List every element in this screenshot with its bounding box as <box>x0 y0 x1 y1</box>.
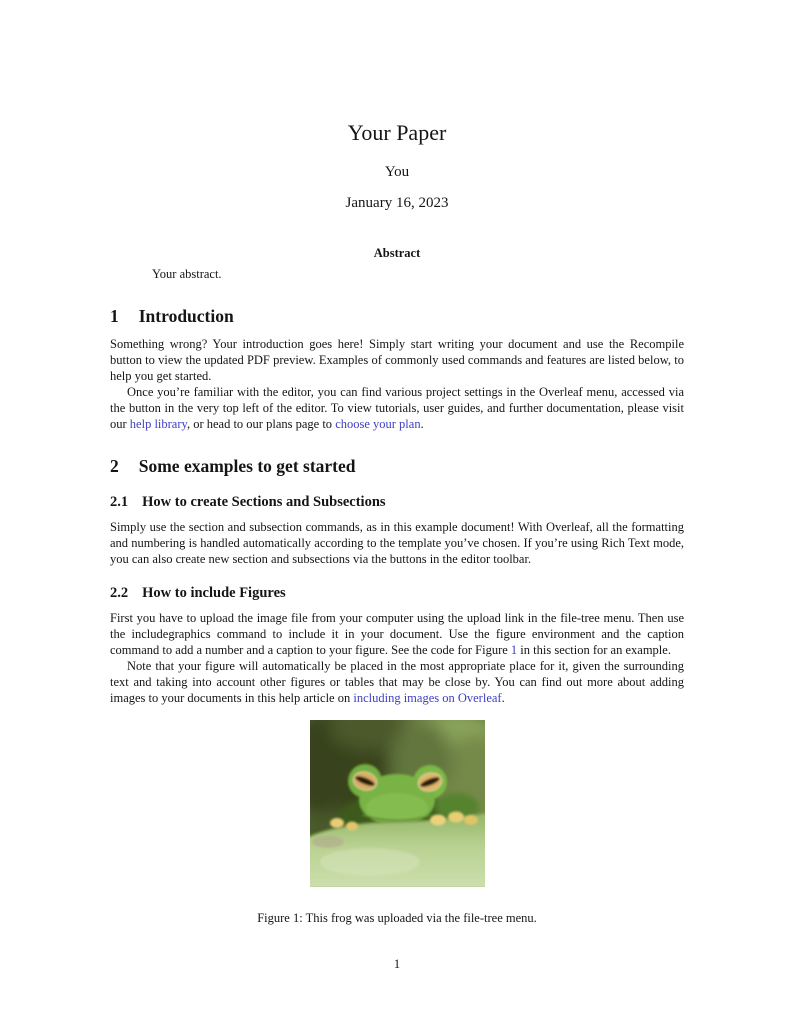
paragraph-text: First you have to upload the image file from your computer using the upload link in the file-tree menu. Then use the includegraphics command to include it in your document. Use the figure environment and the caption command to add a number and a caption to your figure. See the code for Figure <box>110 611 684 657</box>
figure-1-reference-link[interactable]: 1 <box>510 642 518 657</box>
frog-photo-svg <box>310 720 485 887</box>
abstract-text: Your abstract. <box>152 267 222 281</box>
section-1-number: 1 <box>110 306 119 326</box>
subsection-2-1-title: How to create Sections and Subsections <box>142 494 386 511</box>
subsection-2-2-number: 2.2 <box>110 585 129 602</box>
section-1-paragraph-2 <box>110 385 684 433</box>
subsection-2-1-heading <box>110 493 684 511</box>
help-library-link[interactable]: help library <box>129 416 187 431</box>
section-2-heading <box>110 456 684 477</box>
paper-date: January 16, 2023 <box>345 195 449 211</box>
figure-1 <box>110 720 684 926</box>
page-number: 1 <box>393 956 401 971</box>
paragraph-text: Note that your figure will automatically be placed in the most appropriate place for it, given the surrounding text and taking into account other figures or tables that may be close by. You can find out more about adding images to your documents in this help article on <box>110 658 684 705</box>
paragraph-text: , or head to our plans page to <box>186 416 336 431</box>
subsection-2-2-paragraph-1 <box>110 611 684 659</box>
subsection-2-2-heading <box>110 584 684 602</box>
subsection-2-2-title: How to include Figures <box>142 585 286 602</box>
section-2-number: 2 <box>110 456 119 477</box>
paragraph-text: in this section for an example. <box>517 642 671 657</box>
subsection-2-1-paragraph-1: Simply use the section and subsection commands, as in this example document! With Overleaf, all the formatting and numbering is handled automatically according to the template you’ve chosen. If you’re using Rich Text mode, you can also create new section and subsections via the buttons in the editor toolbar. <box>110 520 684 567</box>
abstract-heading: Abstract <box>373 246 421 260</box>
paper-author: You <box>384 164 410 180</box>
section-1-paragraph-1: Something wrong? Your introduction goes here! Simply start writing your document and use the Recompile button to view the updated PDF preview. Examples of commonly used commands and features are listed below, to help you get started. <box>110 337 684 383</box>
figure-caption: Figure 1: This frog was uploaded via the file-tree menu. <box>257 910 537 925</box>
frog-image <box>310 720 485 887</box>
paper-title: Your Paper <box>347 120 447 145</box>
subsection-2-2-paragraph-2 <box>110 659 684 707</box>
section-1-heading <box>110 306 684 327</box>
including-images-link[interactable]: including images on Overleaf <box>353 690 502 705</box>
section-2-title: Some examples to get started <box>138 456 356 477</box>
choose-your-plan-link[interactable]: choose your plan <box>335 416 421 431</box>
paragraph-text: Once you’re familiar with the editor, you can find various project settings in the Overleaf menu, accessed via the button in the very top left of the editor. To view tutorials, user guides, and further documentation, please visit our <box>110 384 684 431</box>
subsection-2-1-number: 2.1 <box>110 494 129 511</box>
paragraph-text: . <box>420 416 424 431</box>
section-1-title: Introduction <box>138 306 234 326</box>
paragraph-text: . <box>501 690 505 705</box>
